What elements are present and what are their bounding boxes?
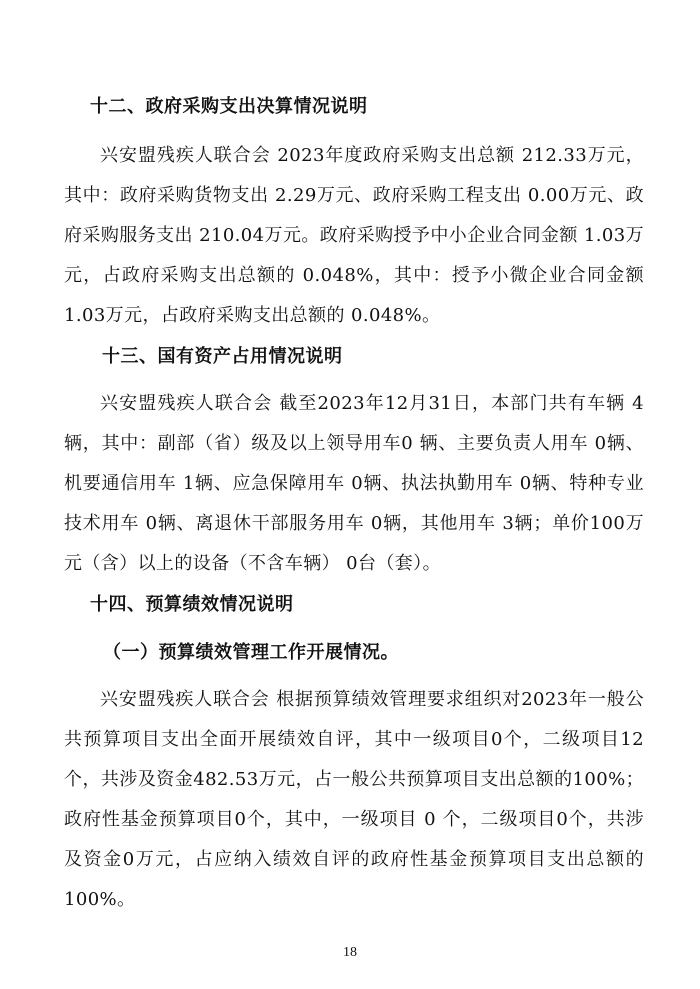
section-heading-13: 十三、国有资产占用情况说明 xyxy=(102,346,343,367)
section-subheading-14-1: （一）预算绩效管理工作开展情况。 xyxy=(103,642,399,663)
section-paragraph-14-1: 兴安盟残疾人联合会 根据预算绩效管理要求组织对2023年一般公共预算项目支出全面开展绩效自评，其中一级项目0个，二级项目12个，共涉及资金482.53万元，占一般公共预算项目支出总额的100%；政府性基金预算项目0个，其中，一级项目 0 个，二级项目0个，共涉及资金0万元，占应纳入绩效自评的政府性基金预算项目支出总额的100%。 xyxy=(64,689,644,910)
section-heading-12: 十二、政府采购支出决算情况说明 xyxy=(90,96,368,117)
page-number: 18 xyxy=(343,945,357,960)
section-paragraph-13: 兴安盟残疾人联合会 截至2023年12月31日，本部门共有车辆 4辆，其中：副部（省）级及以上领导用车0 辆、主要负责人用车 0辆、机要通信用车 1辆、应急保障用车 0辆、执法执勤用车 0辆、特种专业技术用车 0辆、离退休干部服务用车 0辆，其他用车 3辆；单价100万元（含）以上的设备（不含车辆） 0台（套）。 xyxy=(64,393,644,574)
section-paragraph-12: 兴安盟残疾人联合会 2023年度政府采购支出总额 212.33万元，其中：政府采购货物支出 2.29万元、政府采购工程支出 0.00万元、政府采购服务支出 210.04万元。政府采购授予中小企业合同金额 1.03万元，占政府采购支出总额的 0.048%，其中：授予小微企业合同金额 1.03万元，占政府采购支出总额的 0.048%。 xyxy=(64,145,644,326)
section-heading-14: 十四、预算绩效情况说明 xyxy=(90,594,294,615)
